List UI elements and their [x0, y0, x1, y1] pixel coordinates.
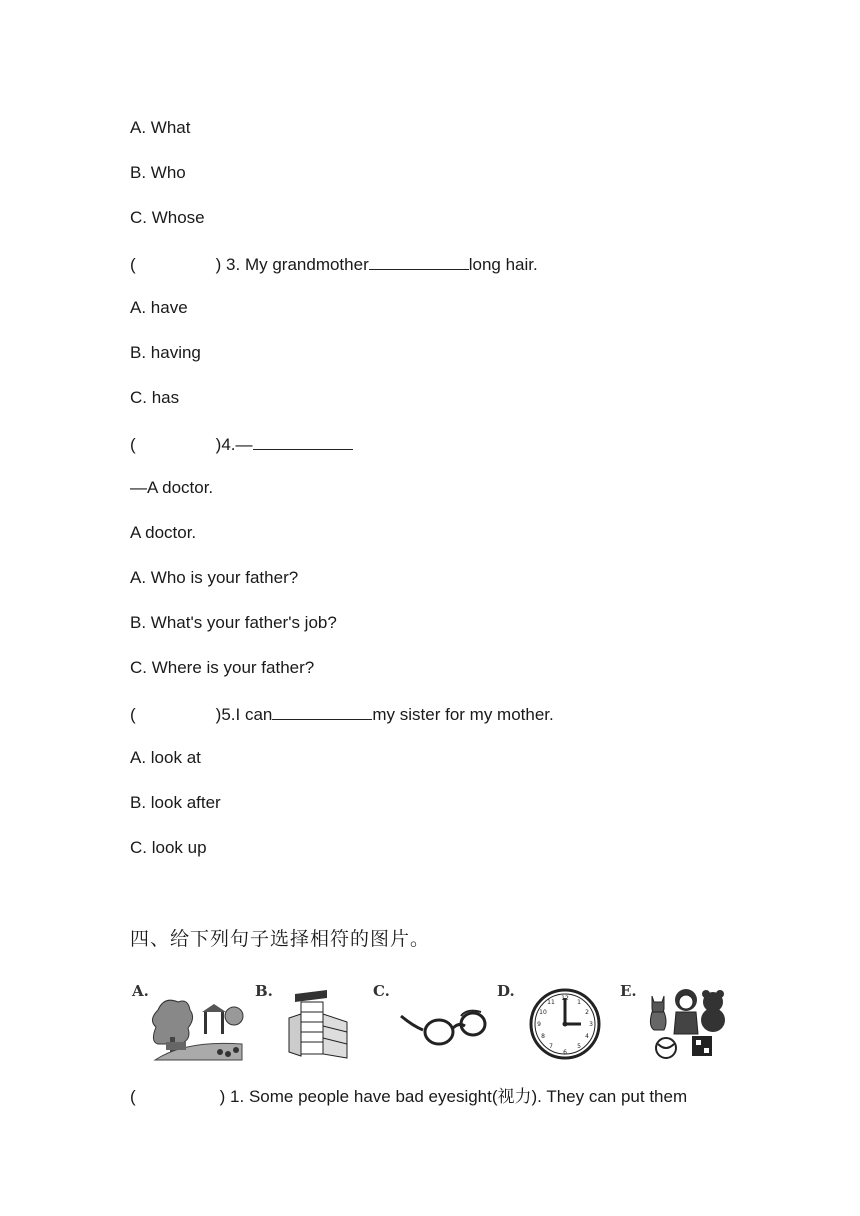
q4-open-paren: ( [130, 435, 136, 454]
svg-text:11: 11 [547, 999, 555, 1006]
svg-text:1: 1 [577, 999, 581, 1006]
q5-option-b: B. look after [130, 793, 221, 812]
question-3 [130, 253, 538, 275]
q5-stem: )5.I can [215, 705, 273, 724]
q5-option-c: C. look up [130, 838, 207, 857]
question-5 [130, 703, 554, 725]
fill-blank[interactable] [253, 433, 353, 450]
picture-e-label: E. [620, 982, 637, 1000]
q3-tail: long hair. [468, 255, 538, 274]
svg-text:6: 6 [563, 1049, 567, 1056]
svg-text:8: 8 [541, 1033, 545, 1040]
q2-option-c: C. Whose [130, 208, 205, 227]
q3-stem: ) 3. My grandmother [215, 255, 369, 274]
park-icon [130, 982, 245, 1062]
q4-option-b: B. What's your father's job? [130, 613, 337, 632]
q4-option-a: A. Who is your father? [130, 568, 299, 587]
q4-option-c: C. Where is your father? [130, 658, 315, 677]
svg-text:7: 7 [549, 1043, 553, 1050]
glasses-icon [373, 982, 488, 1062]
svg-text:9: 9 [537, 1021, 541, 1028]
svg-text:10: 10 [539, 1009, 547, 1016]
picture-d [495, 982, 605, 1062]
fill-blank[interactable] [272, 703, 372, 720]
picture-a [130, 982, 245, 1062]
s4-q1-open-paren: ( [130, 1087, 136, 1106]
svg-text:12: 12 [561, 995, 569, 1002]
q3-open-paren: ( [130, 255, 136, 274]
q3-option-a: A. have [130, 298, 188, 317]
toys-icon [618, 982, 730, 1062]
picture-c [373, 982, 488, 1062]
picture-b-label: B. [255, 982, 273, 1000]
q5-option-a: A. look at [130, 748, 201, 767]
section-4-question-1 [130, 1087, 687, 1107]
svg-text:4: 4 [585, 1033, 589, 1040]
q2-option-a: A. What [130, 118, 191, 137]
question-4 [130, 433, 353, 455]
fill-blank[interactable] [369, 253, 469, 270]
svg-text:3: 3 [589, 1021, 593, 1028]
picture-e [618, 982, 730, 1062]
q5-open-paren: ( [130, 705, 136, 724]
q3-option-c: C. has [130, 388, 180, 407]
svg-text:2: 2 [585, 1009, 589, 1016]
q4-dialogue-answer: —A doctor. [130, 478, 214, 497]
picture-a-label: A. [132, 982, 149, 1000]
building-icon [255, 982, 355, 1062]
picture-c-label: C. [373, 982, 390, 1000]
clock-icon [495, 982, 605, 1062]
q2-option-b: B. Who [130, 163, 186, 182]
q4-answer-text: A doctor. [130, 523, 197, 542]
svg-text:5: 5 [577, 1043, 581, 1050]
q4-stem: )4.— [215, 435, 253, 454]
section-4-heading: 四、给下列句子选择相符的图片。 [130, 928, 431, 950]
picture-b [255, 982, 355, 1062]
q5-tail: my sister for my mother. [372, 705, 554, 724]
s4-q1-text: ) 1. Some people have bad eyesight(视力). They can put them [219, 1087, 688, 1106]
picture-d-label: D. [497, 982, 515, 1000]
q3-option-b: B. having [130, 343, 201, 362]
